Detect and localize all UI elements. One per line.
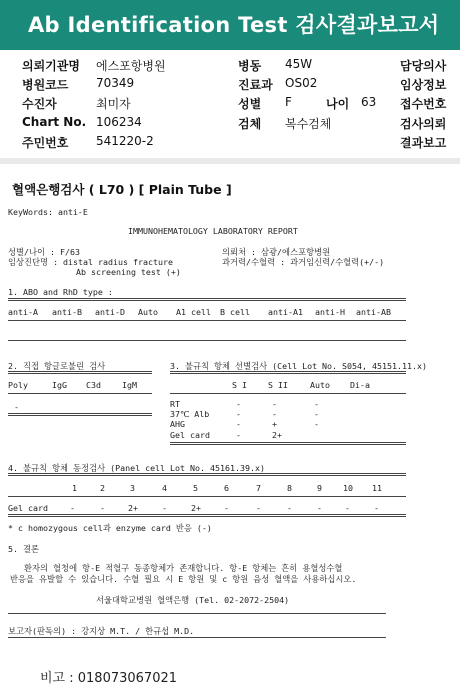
s4-value: -	[256, 503, 261, 513]
conclusion-line-1: 환자의 혈청에 항-E 적혈구 동종항체가 존재합니다. 항-E 항체는 흔히 용혈성수혈	[24, 563, 343, 573]
s3-row-label: Gel card	[170, 430, 210, 440]
s4-value: -	[374, 503, 379, 513]
s3-row-sii: +	[272, 419, 277, 429]
s2-rule-mid	[8, 393, 152, 394]
s1-header-2: anti-D	[95, 307, 125, 317]
diagnosis-line-2: Ab screening test (+)	[76, 267, 181, 277]
s2-header-2: C3d	[86, 380, 101, 390]
test-request-label: 검사의뢰	[400, 117, 447, 131]
hospital-name-value: 에스포항병원	[96, 59, 166, 73]
s3-row-sii: -	[272, 399, 277, 409]
s2-rule-bottom	[8, 413, 152, 416]
hospital-code-value: 70349	[96, 76, 135, 90]
s4-number: 6	[224, 483, 229, 493]
s3-header-sii: S II	[268, 380, 288, 390]
department-label: 진료과	[238, 78, 273, 92]
requester-line: 의뢰처 : 삼광/에스포항병원	[222, 247, 331, 257]
blood-bank-line: 서울대학교병원 혈액은행 (Tel. 02-2072-2504)	[96, 595, 290, 605]
s4-number: 8	[287, 483, 292, 493]
s4-number: 1	[72, 483, 77, 493]
s2-header-1: IgG	[52, 380, 67, 390]
s1-header-5: B cell	[220, 307, 250, 317]
s3-row-auto: -	[314, 399, 319, 409]
clinical-info-label: 임상정보	[400, 78, 447, 92]
receipt-no-label: 접수번호	[400, 97, 447, 111]
sex-value: F	[285, 95, 292, 109]
s4-rule-mid	[8, 496, 406, 497]
s5-title: 5. 결론	[8, 544, 40, 554]
s3-rule-mid	[170, 393, 406, 394]
s3-rule-bottom	[170, 442, 406, 445]
s4-value: -	[100, 503, 105, 513]
s4-value: -	[317, 503, 322, 513]
history-line: 과거력/수혈력 : 과거임신력/수혈력(+/-)	[222, 257, 385, 267]
s2-title: 2. 직접 항글로불린 검사	[8, 361, 106, 371]
s4-value: 2+	[191, 503, 201, 513]
s4-title: 4. 불규칙 항체 동정검사 (Panel cell Lot No. 45161.39.x)	[8, 463, 265, 473]
s2-header-0: Poly	[8, 380, 28, 390]
s2-header-3: IgM	[122, 380, 137, 390]
sex-age-line: 성별/나이 : F/63	[8, 247, 81, 257]
s4-number: 9	[317, 483, 322, 493]
s1-rule-mid	[8, 320, 406, 321]
reporter-rule-bottom	[8, 637, 386, 638]
age-label: 나이	[326, 97, 350, 111]
s3-row-auto: -	[314, 409, 319, 419]
s1-header-8: anti-AB	[356, 307, 391, 317]
s4-number: 3	[130, 483, 135, 493]
reporter-line: 보고자(판독의) : 강지상 M.T. / 한규섭 M.D.	[8, 626, 195, 636]
s1-header-0: anti-A	[8, 307, 38, 317]
s4-number: 5	[193, 483, 198, 493]
s3-row-si: -	[236, 419, 241, 429]
result-report-label: 결과보고	[400, 136, 447, 150]
s3-row-auto: -	[314, 419, 319, 429]
s4-value: 2+	[128, 503, 138, 513]
chart-no-value: 106234	[96, 115, 142, 129]
report-banner: Ab Identification Test 검사결과보고서	[0, 0, 460, 50]
s3-title: 3. 불규칙 항체 선별검사 (Cell Lot No. S054, 45151.11.x)	[170, 361, 427, 371]
s1-rule-top	[8, 298, 406, 301]
s4-number: 4	[162, 483, 167, 493]
s4-number: 11	[372, 483, 382, 493]
s1-header-3: Auto	[138, 307, 158, 317]
s4-rule-bottom	[8, 514, 406, 517]
patient-name-label: 수진자	[22, 97, 57, 111]
s1-header-7: anti-H	[315, 307, 345, 317]
doc-title: IMMUNOHEMATOLOGY LABORATORY REPORT	[128, 226, 298, 236]
s1-title: 1. ABO and RhD type :	[8, 287, 113, 297]
s4-note: * c homozygous cell과 enzyme card 반응 (-)	[8, 523, 212, 533]
conclusion-line-2: 반응을 유발할 수 있습니다. 수혈 필요 시 E 항원 및 c 항원 음성 혈액을 사용하십시오.	[10, 574, 357, 584]
patient-name-value: 최미자	[96, 97, 131, 111]
s4-rule-top	[8, 473, 406, 476]
s3-header-si: S I	[232, 380, 247, 390]
s1-header-6: anti-A1	[268, 307, 303, 317]
remarks-line: 비고 : 018073067021	[40, 671, 178, 686]
s4-row-label: Gel card	[8, 503, 48, 513]
resident-no-value: 541220-2	[96, 134, 154, 148]
s3-row-label: AHG	[170, 419, 185, 429]
s4-number: 7	[256, 483, 261, 493]
physician-label: 담당의사	[400, 59, 447, 73]
s4-value: -	[70, 503, 75, 513]
keywords: KeyWords: anti-E	[8, 207, 88, 217]
s4-value: -	[345, 503, 350, 513]
s3-row-sii: 2+	[272, 430, 282, 440]
section-separator	[0, 158, 460, 164]
s3-row-label: 37℃ Alb	[170, 409, 210, 419]
resident-no-label: 주민번호	[22, 136, 69, 150]
department-value: OS02	[285, 76, 318, 90]
s4-number: 2	[100, 483, 105, 493]
hospital-code-label: 병원코드	[22, 78, 69, 92]
ward-value: 45W	[285, 57, 313, 71]
s1-header-4: A1 cell	[176, 307, 211, 317]
s3-header-dia: Di-a	[350, 380, 370, 390]
specimen-label: 검체	[238, 117, 262, 131]
ward-label: 병동	[238, 59, 262, 73]
s1-header-1: anti-B	[52, 307, 82, 317]
s4-value: -	[162, 503, 167, 513]
s3-row-si: -	[236, 409, 241, 419]
sex-label: 성별	[238, 97, 262, 111]
s3-header-auto: Auto	[310, 380, 330, 390]
s2-value: -	[14, 402, 19, 412]
s4-value: -	[224, 503, 229, 513]
s2-rule-top	[8, 371, 152, 374]
diagnosis-line: 임상진단명 : distal radius fracture	[8, 257, 173, 267]
s3-row-si: -	[236, 399, 241, 409]
s3-row-si: -	[236, 430, 241, 440]
specimen-value: 복수검체	[285, 117, 332, 131]
section-title: 혈액은행검사 ( L70 ) [ Plain Tube ]	[12, 182, 232, 197]
s4-number: 10	[343, 483, 353, 493]
s3-row-sii: -	[272, 409, 277, 419]
age-value: 63	[361, 95, 377, 109]
s3-row-label: RT	[170, 399, 180, 409]
hospital-name-label: 의뢰기관명	[22, 59, 80, 73]
reporter-rule-top	[8, 613, 386, 614]
s3-rule-top	[170, 371, 406, 374]
s4-value: -	[287, 503, 292, 513]
chart-no-label: Chart No.	[22, 115, 87, 129]
s1-rule-bottom	[8, 340, 406, 341]
